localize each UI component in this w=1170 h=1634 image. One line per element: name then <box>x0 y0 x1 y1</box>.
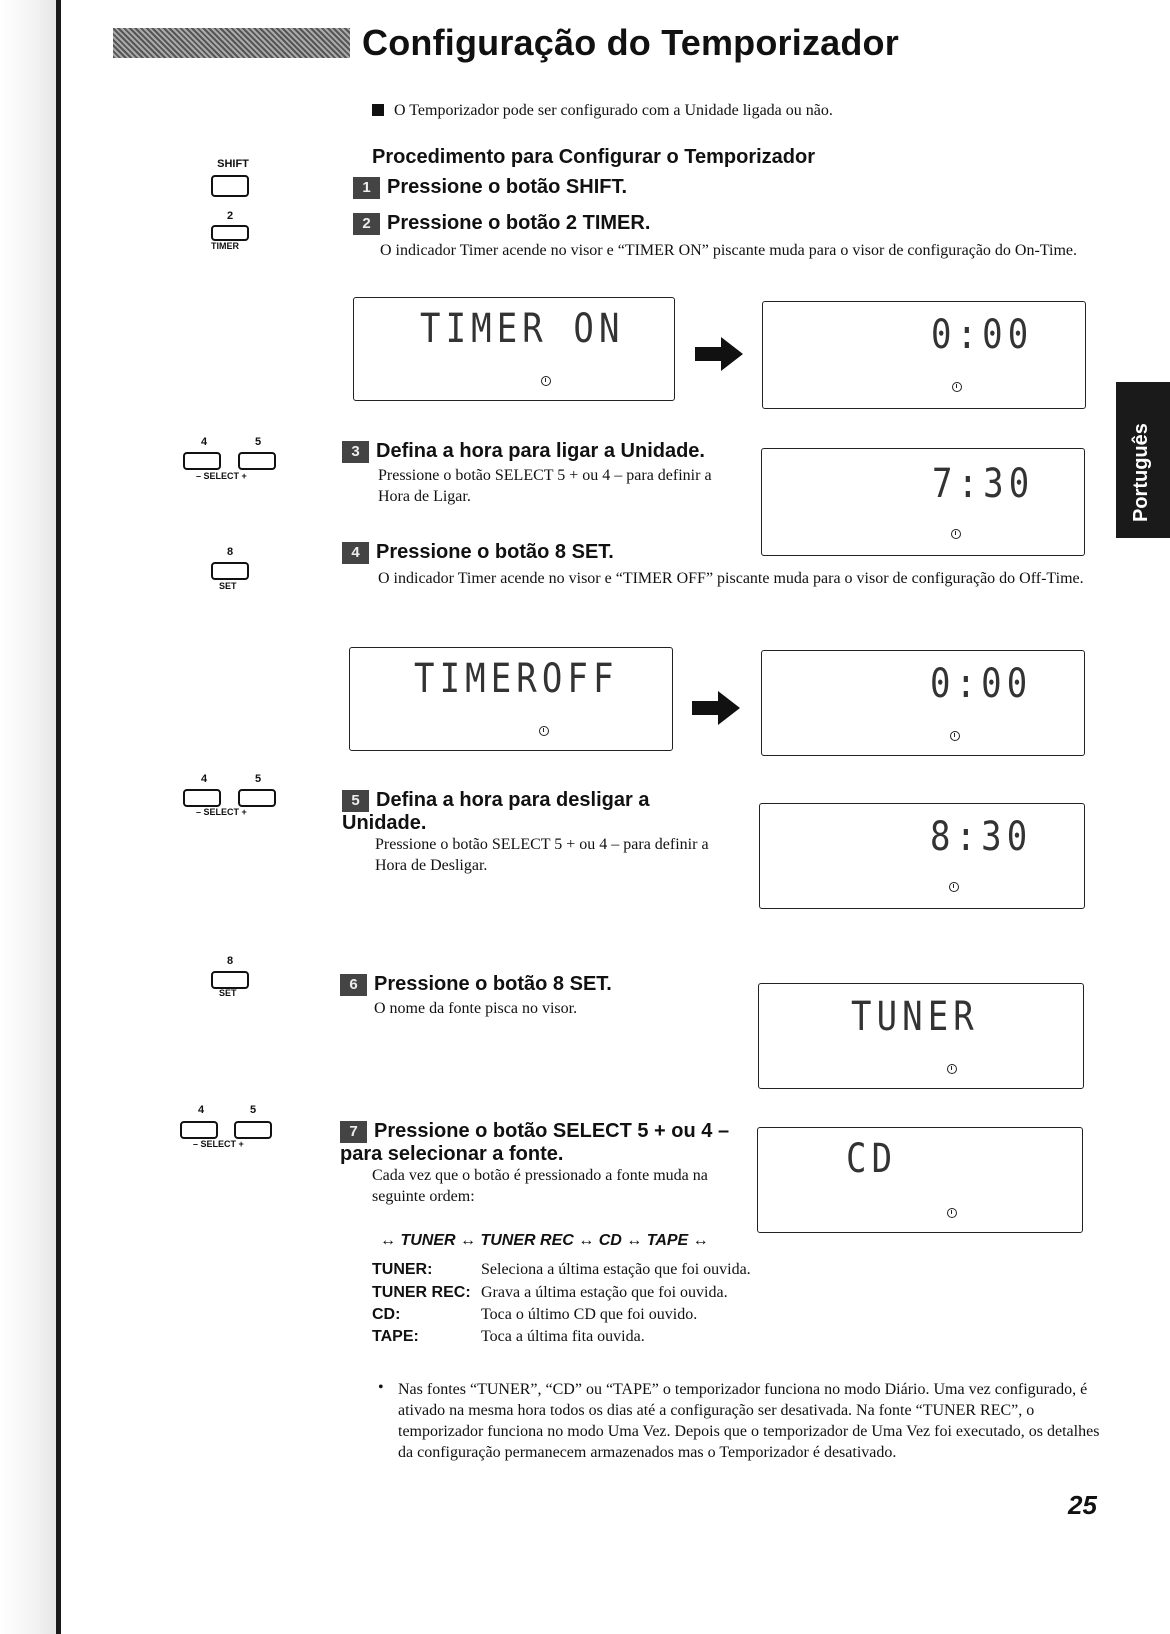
page-binding-edge <box>0 0 60 1634</box>
procedure-heading: Procedimento para Configurar o Temporizador <box>372 146 816 168</box>
display-cd <box>757 1127 1083 1233</box>
step-5-text: Pressione o botão SELECT 5 + ou 4 – para definir a Hora de Desligar. <box>375 836 709 874</box>
select-minus-button[interactable] <box>183 452 221 470</box>
set-button-label: SET <box>219 581 237 591</box>
timer-clock-icon <box>951 529 961 539</box>
step-2-heading <box>353 212 650 235</box>
definition-desc: Grava a última estação que foi ouvida. <box>481 1284 728 1301</box>
step-number: 3 <box>342 441 369 463</box>
timer-clock-icon <box>541 376 551 386</box>
display-on-time-set <box>761 448 1085 556</box>
sequence-item-cd: CD <box>598 1232 622 1249</box>
select-plus-button[interactable] <box>238 789 276 807</box>
step-5-heading <box>342 789 722 834</box>
square-bullet-icon <box>372 104 384 116</box>
step-text: Pressione o botão SELECT 5 + ou 4 – para selecionar a fonte. <box>340 1120 730 1165</box>
step-4-text: O indicador Timer acende no visor e “TIMER OFF” piscante muda para o visor de configuração do Off-Time. <box>378 570 1084 587</box>
step-text: Defina a hora para desligar a Unidade. <box>342 789 650 834</box>
step-text: Pressione o botão 8 SET. <box>376 541 614 563</box>
sequence-arrow-icon: ↔ <box>380 1232 396 1249</box>
intro-text: O Temporizador pode ser configurado com a Unidade ligada ou não. <box>394 102 833 119</box>
shift-button[interactable] <box>211 175 249 197</box>
right-arrow-icon <box>692 691 740 725</box>
button-4-label: 4 <box>200 436 208 448</box>
display-text: TUNER <box>851 994 979 1040</box>
definition-desc: Toca o último CD que foi ouvido. <box>481 1306 698 1323</box>
sequence-arrow-icon: ↔ <box>692 1232 709 1249</box>
step-number: 5 <box>342 790 369 812</box>
timer-clock-icon <box>952 382 962 392</box>
source-sequence <box>380 1232 709 1250</box>
sequence-arrow-icon: ↔ <box>578 1232 595 1249</box>
display-on-time-blank <box>762 301 1086 409</box>
definition-desc: Toca a última fita ouvida. <box>481 1328 645 1345</box>
display-text: 0:00 <box>930 661 1033 707</box>
note-paragraph: Nas fontes “TUNER”, “CD” ou “TAPE” o temporizador funciona no modo Diário. Uma vez configurado, é ativado na mesma hora todos os dias até a configuração ser desativada. Na fonte “TUNER REC”, o temporizador funciona no modo Uma Vez. Depois que o temporizador de Uma Vez foi executado, os detalhes da configuração permanecem armazenados mas o Temporizador é desativado. <box>398 1381 1100 1461</box>
set-button[interactable] <box>211 562 249 580</box>
definition-term: TUNER: <box>372 1261 433 1278</box>
step-6-heading <box>340 973 612 996</box>
button-4-label: 4 <box>197 1104 205 1116</box>
select-button-label: – SELECT + <box>196 471 247 481</box>
button-8-label: 8 <box>226 955 234 967</box>
step-text: Pressione o botão SHIFT. <box>387 176 628 198</box>
sequence-arrow-icon: ↔ <box>460 1232 477 1249</box>
right-arrow-icon <box>695 337 743 371</box>
display-off-time-set <box>759 803 1085 909</box>
display-text: TIMEROFF <box>414 656 619 702</box>
sequence-item-tape: TAPE <box>646 1232 689 1249</box>
button-2-label: 2 <box>226 210 234 222</box>
display-text: CD <box>846 1136 898 1182</box>
timer-clock-icon <box>949 882 959 892</box>
timer-clock-icon <box>947 1064 957 1074</box>
step-4-heading <box>342 541 614 564</box>
page-title: Configuração do Temporizador <box>362 22 899 63</box>
display-off-time-blank <box>761 650 1085 756</box>
definition-term: TUNER REC: <box>372 1284 471 1301</box>
sequence-item-tuner-rec: TUNER REC <box>480 1232 574 1249</box>
select-minus-button[interactable] <box>180 1121 218 1139</box>
set-button[interactable] <box>211 971 249 989</box>
binding-line <box>56 0 61 1634</box>
step-3-heading <box>342 440 705 463</box>
title-decoration-bar <box>113 28 350 58</box>
timer-button-label: TIMER <box>211 241 239 251</box>
shift-button-label: SHIFT <box>217 158 249 170</box>
step-1-heading <box>353 176 627 199</box>
button-8-label: 8 <box>226 546 234 558</box>
step-text: Defina a hora para ligar a Unidade. <box>376 440 705 462</box>
display-tuner <box>758 983 1084 1089</box>
timer-clock-icon <box>947 1208 957 1218</box>
sequence-arrow-icon: ↔ <box>626 1232 643 1249</box>
timer-clock-icon <box>950 731 960 741</box>
step-number: 7 <box>340 1121 367 1143</box>
page-number: 25 <box>1068 1490 1097 1520</box>
display-text: 7:30 <box>932 461 1035 507</box>
step-text: Pressione o botão 2 TIMER. <box>387 212 651 234</box>
step-number: 2 <box>353 213 380 235</box>
step-7-heading <box>340 1120 740 1165</box>
step-2-text: O indicador Timer acende no visor e “TIMER ON” piscante muda para o visor de configuração do On-Time. <box>380 242 1078 259</box>
display-text: 8:30 <box>930 814 1033 860</box>
step-3-text: Pressione o botão SELECT 5 + ou 4 – para definir a Hora de Ligar. <box>378 467 712 505</box>
display-timer-on <box>353 297 675 401</box>
note-bullet-icon: • <box>378 1379 384 1396</box>
step-7-text: Cada vez que o botão é pressionado a fonte muda na seguinte ordem: <box>372 1167 708 1205</box>
language-side-tab <box>1116 382 1170 538</box>
select-plus-button[interactable] <box>238 452 276 470</box>
display-text: TIMER ON <box>420 306 625 352</box>
button-5-label: 5 <box>254 773 262 785</box>
select-button-label: – SELECT + <box>193 1139 244 1149</box>
definition-term: TAPE: <box>372 1328 419 1345</box>
button-4-label: 4 <box>200 773 208 785</box>
intro-paragraph <box>372 102 833 120</box>
definition-term: CD: <box>372 1306 401 1323</box>
timer-clock-icon <box>539 726 549 736</box>
step-text: Pressione o botão 8 SET. <box>374 973 612 995</box>
timer-button[interactable] <box>211 225 249 241</box>
step-number: 4 <box>342 542 369 564</box>
step-number: 6 <box>340 974 367 996</box>
button-5-label: 5 <box>249 1104 257 1116</box>
button-5-label: 5 <box>254 436 262 448</box>
definition-desc: Seleciona a última estação que foi ouvida. <box>481 1261 751 1278</box>
display-timer-off <box>349 647 673 751</box>
select-minus-button[interactable] <box>183 789 221 807</box>
set-button-label: SET <box>219 988 237 998</box>
display-text: 0:00 <box>931 312 1034 358</box>
select-button-label: – SELECT + <box>196 807 247 817</box>
select-plus-button[interactable] <box>234 1121 272 1139</box>
language-tab-label: Português <box>1130 423 1152 522</box>
sequence-item-tuner: TUNER <box>400 1232 456 1249</box>
step-number: 1 <box>353 177 380 199</box>
step-6-text: O nome da fonte pisca no visor. <box>374 1000 578 1017</box>
